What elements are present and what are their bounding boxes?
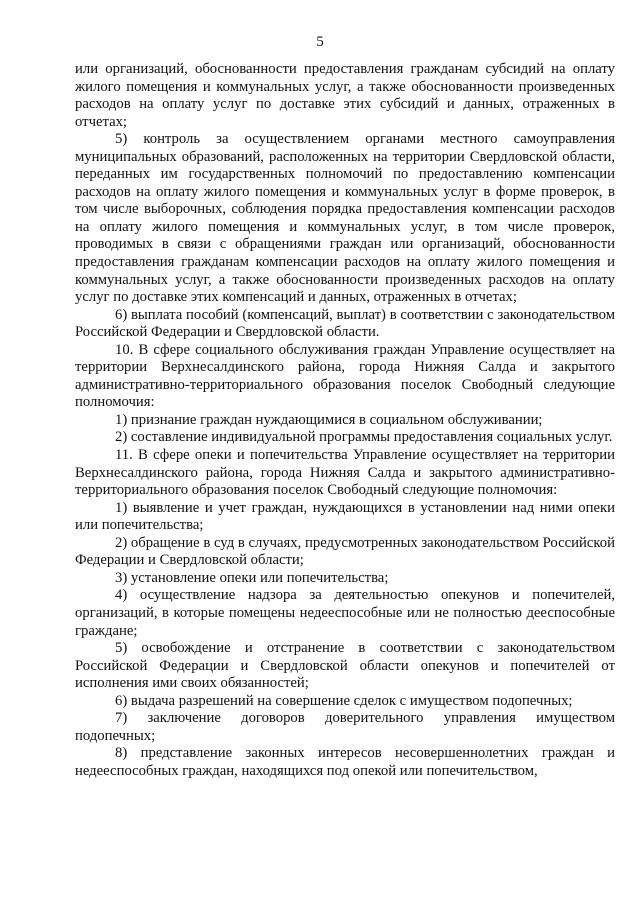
paragraph-section-11-item-7: 7) заключение договоров доверительного управления имуществом подопечных; <box>75 710 615 744</box>
paragraph-section-10-item-1: 1) признание граждан нуждающимися в социальном обслуживании; <box>115 411 543 428</box>
paragraph-section-11-item-4: 4) осуществление надзора за деятельностью опекунов и попечителей, организаций, в которые помещены недееспособные или не полностью дееспособные граждане; <box>75 587 615 639</box>
paragraph-section-11-item-8: 8) представление законных интересов несовершеннолетних граждан и недееспособных граждан, находящихся под опекой или попечительством, <box>75 745 615 779</box>
paragraph-subsidy-control-continuation: или организаций, обоснованности предоставления гражданам субсидий на оплату жилого помещения и коммунальных услуг, а также обоснованности произведенных расходов на оплату услуг по доставке этих субсидий и данных, отраженных в отчетах; <box>75 61 615 130</box>
paragraph-section-11-item-6: 6) выдача разрешений на совершение сделок с имуществом подопечных; <box>115 692 573 709</box>
document-body <box>75 61 615 780</box>
paragraph-section-10-item-2: 2) составление индивидуальной программы предоставления социальных услуг. <box>115 429 613 446</box>
paragraph-section-11-item-3: 3) установление опеки или попечительства; <box>115 569 389 586</box>
paragraph-item-5-compensation-control: 5) контроль за осуществлением органами местного самоуправления муниципальных образований, расположенных на территории Свердловской области, переданных им государственных полномочий по предоставлению компенсации расходов на оплату жилого помещения и коммунальных услуг в форме проверок, в том числе выборочных, соблюдения порядка предоставления компенсации расходов на оплату жилого помещения и коммунальных услуг, в том числе проверок, проводимых в связи с обращениями граждан или организаций, обоснованности предоставления гражданам компенсации расходов на оплату жилого помещения и коммунальных услуг, а также обоснованности произведенных расходов на оплату услуг по доставке этих компенсаций и данных, отраженных в отчетах; <box>75 131 615 306</box>
paragraph-section-11-item-5: 5) освобождение и отстранение в соответствии с законодательством Российской Федерации и Свердловской области опекунов и попечителей от исполнения ими своих обязанностей; <box>75 640 615 692</box>
page-number: 5 <box>316 34 324 50</box>
paragraph-section-10-social-services: 10. В сфере социального обслуживания граждан Управление осуществляет на территории Верхнесалдинского района, города Нижняя Салда и закрытого административно-территориального образования поселок Свободный следующие полномочия: <box>75 341 615 411</box>
paragraph-section-11-guardianship: 11. В сфере опеки и попечительства Управление осуществляет на территории Верхнесалдинского района, города Нижняя Салда и закрытого административно-территориального образования поселок Свободный следующие полномочия: <box>75 447 615 499</box>
paragraph-section-11-item-2: 2) обращение в суд в случаях, предусмотренных законодательством Российской Федерации и Свердловской области; <box>75 534 615 569</box>
paragraph-item-6-benefit-payment: 6) выплата пособий (компенсаций, выплат) в соответствии с законодательством Российской Федерации и Свердловской области. <box>75 306 615 341</box>
paragraph-section-11-item-1: 1) выявление и учет граждан, нуждающихся в установлении над ними опеки или попечительства; <box>75 499 615 534</box>
